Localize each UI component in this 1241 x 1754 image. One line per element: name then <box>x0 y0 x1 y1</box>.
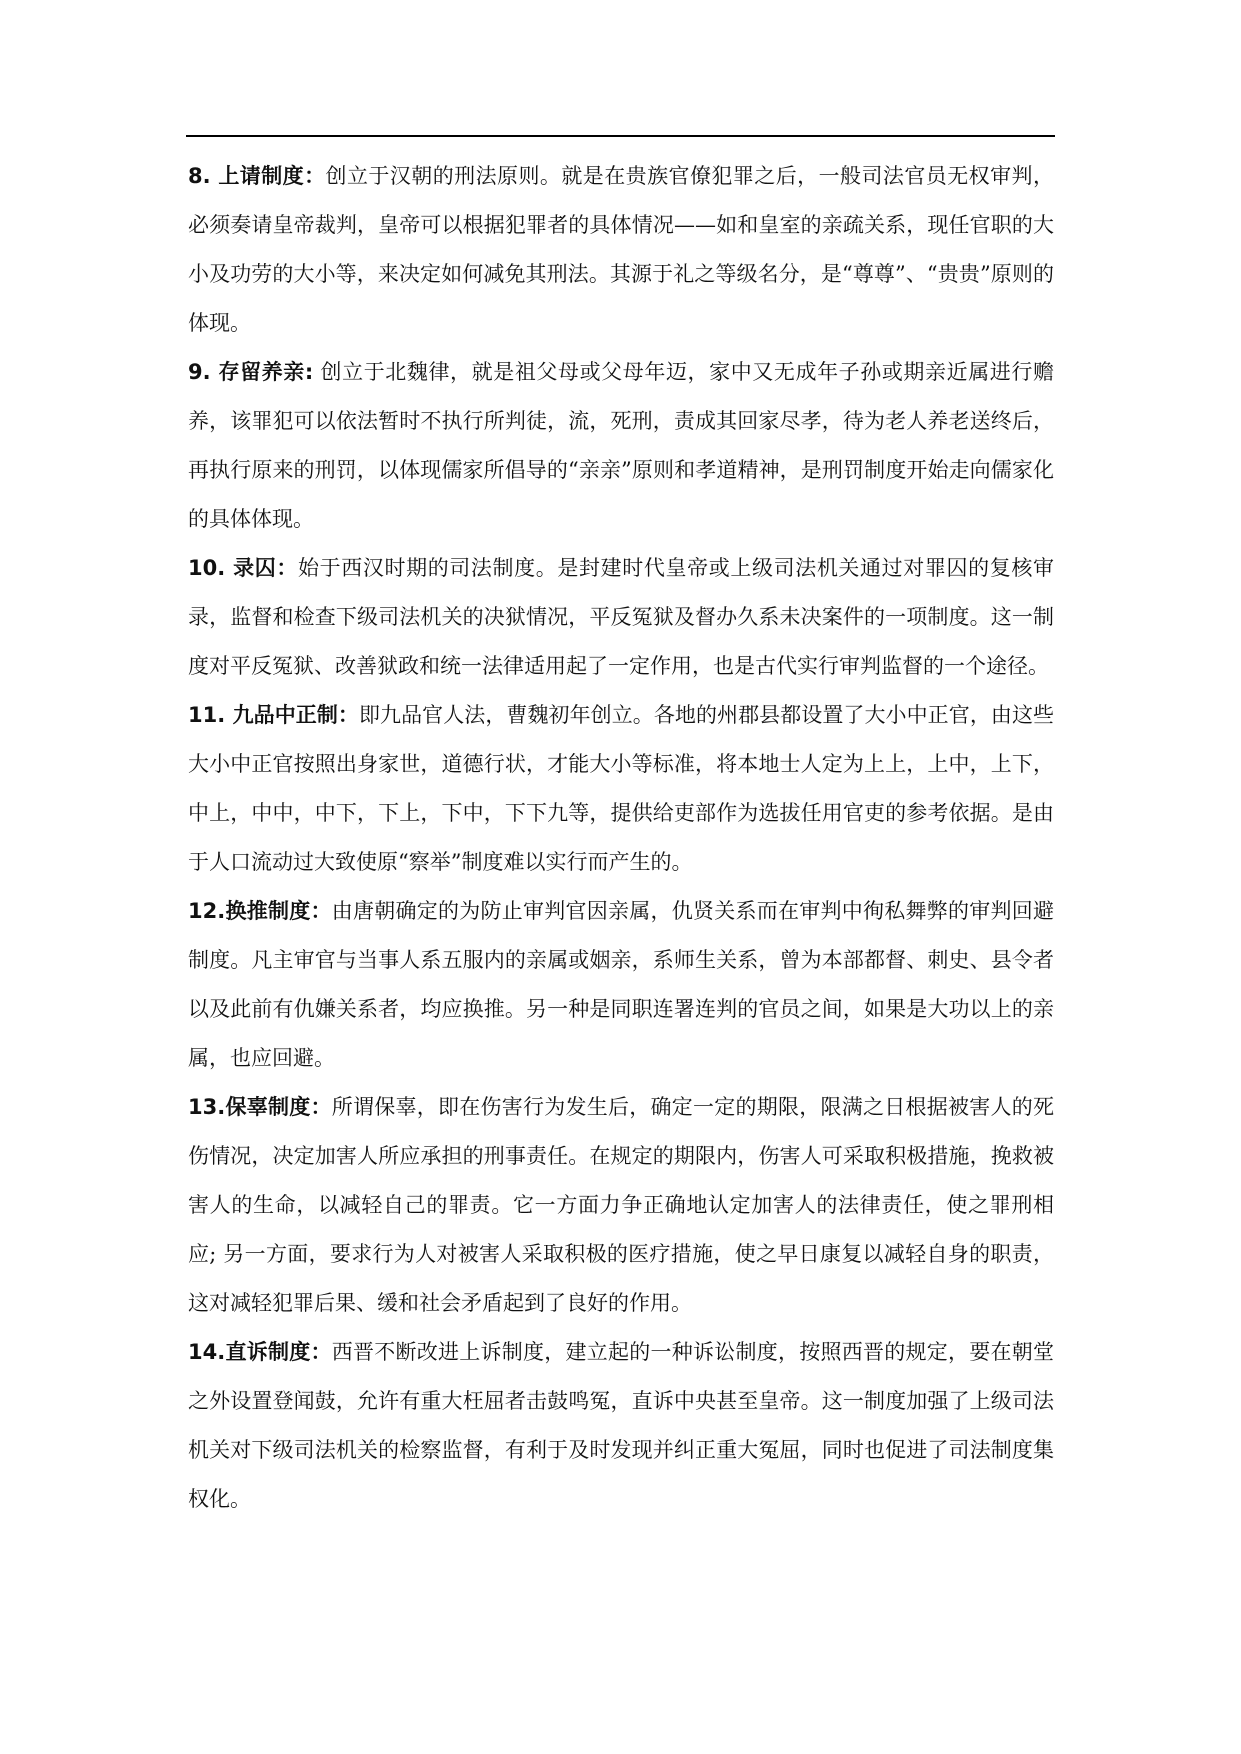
entry-term: 13.保辜制度： <box>188 1095 332 1119</box>
entry-text: 西晋不断改进上诉制度，建立起的一种诉讼制度，按照西晋的规定，要在朝堂之外设置登闻鼓，允许有重大枉屈者击鼓鸣冤，直诉中央甚至皇帝。这一制度加强了上级司法机关对下级司法机关的检察监督，有利于及时发现并纠正重大冤屈，同时也促进了司法制度集权化。 <box>188 1340 1055 1511</box>
entry-huantui <box>188 887 1054 1083</box>
entry-text: 由唐朝确定的为防止审判官因亲属，仇贤关系而在审判中徇私舞弊的审判回避制度。凡主审官与当事人系五服内的亲属或姻亲，系师生关系，曾为本部都督、刺史、县令者以及此前有仇嫌关系者，均应换推。另一种是同职连署连判的官员之间，如果是大功以上的亲属，也应回避。 <box>188 899 1055 1070</box>
entry-jiupin-zhongzheng <box>188 691 1054 887</box>
header-rule <box>186 135 1055 137</box>
entry-term: 14.直诉制度： <box>188 1340 332 1364</box>
entry-baogu <box>188 1083 1054 1328</box>
entry-text: 创立于北魏律，就是祖父母或父母年迈，家中又无成年子孙或期亲近属进行赡养，该罪犯可以依法暂时不执行所判徒，流，死刑，责成其回家尽孝，待为老人养老送终后，再执行原来的刑罚，以体现儒家所倡导的“亲亲”原则和孝道精神，是刑罚制度开始走向儒家化的具体体现。 <box>188 360 1054 531</box>
entry-term: 11. 九品中正制： <box>188 703 359 727</box>
entry-shangqing <box>188 152 1054 348</box>
entry-cunliu-yangqin <box>188 348 1054 544</box>
entry-text: 始于西汉时期的司法制度。是封建时代皇帝或上级司法机关通过对罪囚的复核审录，监督和检查下级司法机关的决狱情况，平反冤狱及督办久系未决案件的一项制度。这一制度对平反冤狱、改善狱政和统一法律适用起了一定作用，也是古代实行审判监督的一个途径。 <box>188 556 1054 678</box>
entry-text: 所谓保辜，即在伤害行为发生后，确定一定的期限，限满之日根据被害人的死伤情况，决定加害人所应承担的刑事责任。在规定的期限内，伤害人可采取积极措施，挽救被害人的生命，以减轻自己的罪责。它一方面力争正确地认定加害人的法律责任，使之罪刑相应; 另一方面，要求行为人对被害人采取积极的医疗措施，使之早日康复以减轻自身的职责，这对减轻犯罪后果、缓和社会矛盾起到了良好的作用。 <box>188 1095 1055 1315</box>
entry-luqiu <box>188 544 1054 691</box>
entry-term: 12.换推制度： <box>188 899 332 923</box>
entry-term: 9. 存留养亲: <box>188 360 314 384</box>
entry-text: 创立于汉朝的刑法原则。就是在贵族官僚犯罪之后，一般司法官员无权审判，必须奏请皇帝裁判，皇帝可以根据犯罪者的具体情况——如和皇室的亲疏关系，现任官职的大小及功劳的大小等，来决定如何减免其刑法。其源于礼之等级名分，是“尊尊”、“贵贵”原则的体现。 <box>188 164 1054 335</box>
entry-zhisu <box>188 1328 1054 1524</box>
entry-text: 即九品官人法，曹魏初年创立。各地的州郡县都设置了大小中正官，由这些大小中正官按照出身家世，道德行状，才能大小等标准，将本地士人定为上上，上中，上下，中上，中中，中下，下上，下中，下下九等，提供给吏部作为选拔任用官吏的参考依据。是由于人口流动过大致使原“察举”制度难以实行而产生的。 <box>188 703 1055 874</box>
entry-term: 8. 上请制度： <box>188 164 326 188</box>
document-body <box>188 152 1054 1524</box>
entry-term: 10. 录囚： <box>188 556 298 580</box>
